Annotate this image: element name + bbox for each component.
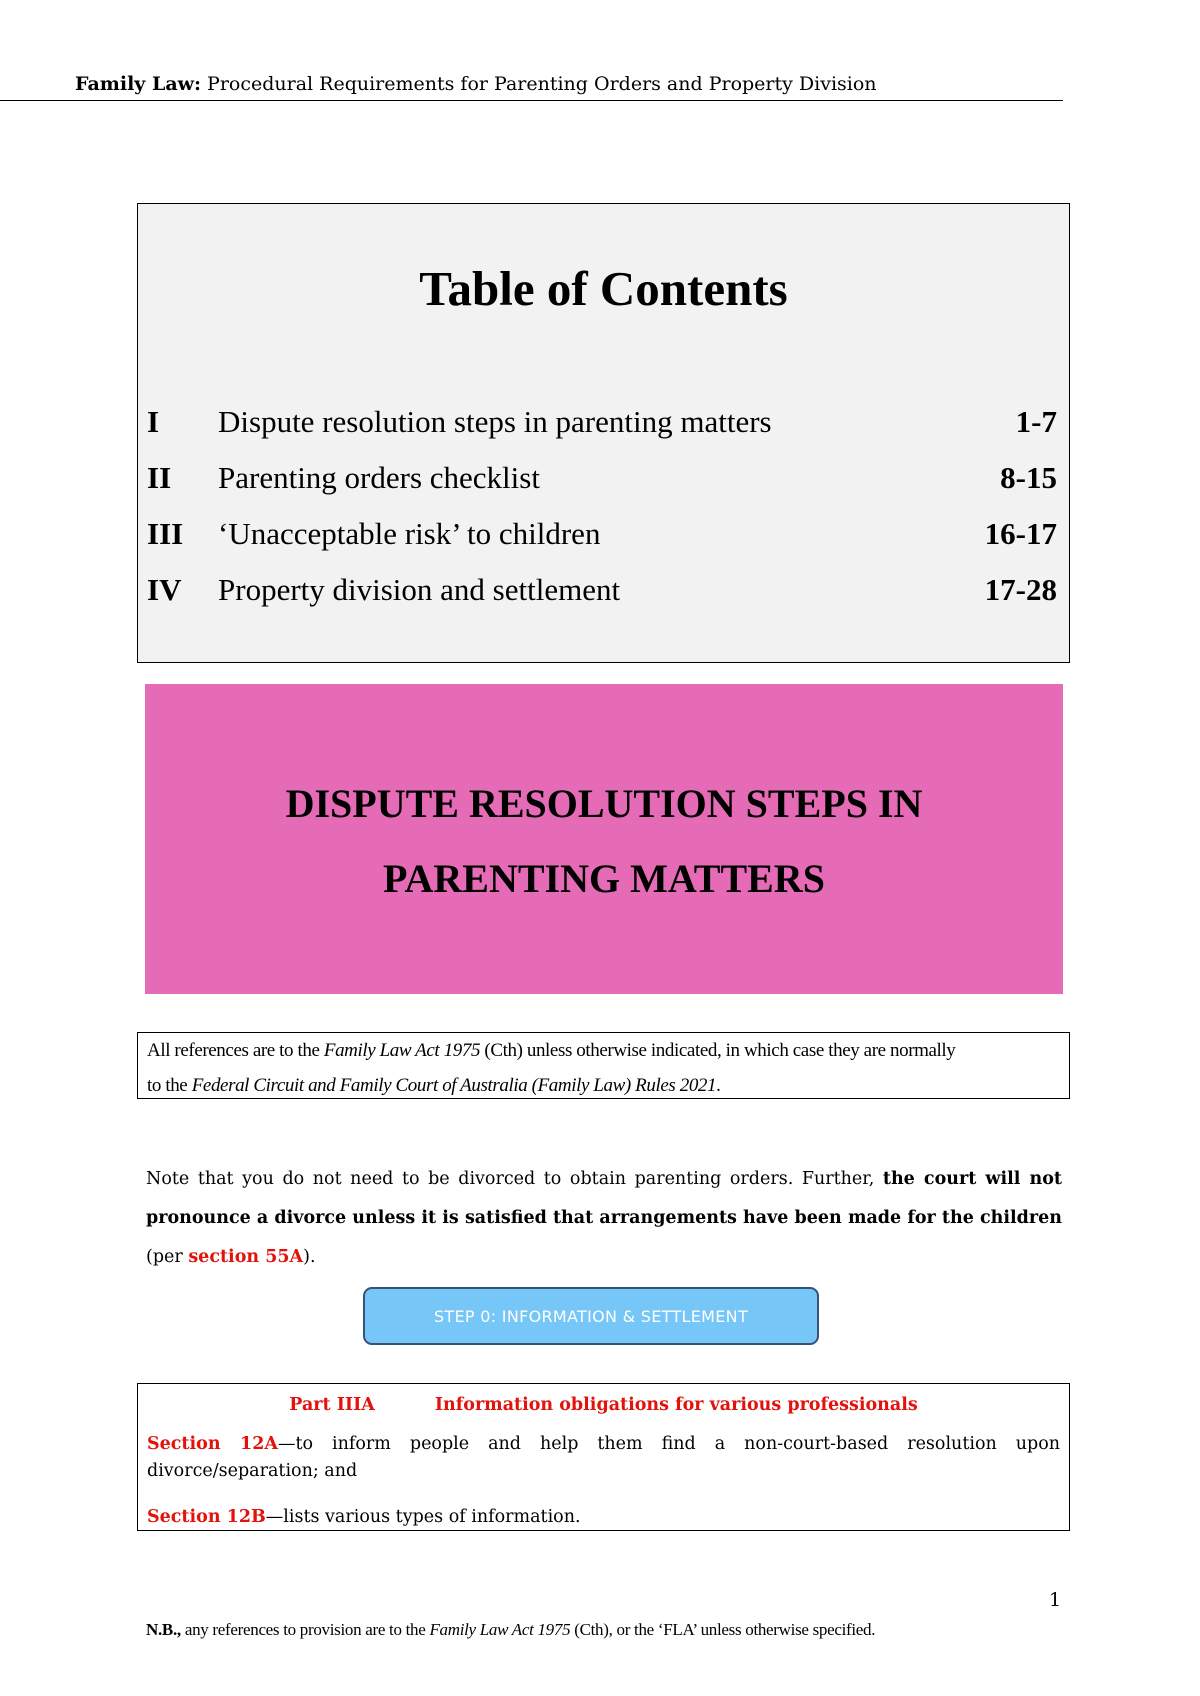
references-text: . [716, 1075, 721, 1096]
part-iiia-box [137, 1383, 1070, 1531]
toc-entry-number: III [147, 516, 184, 551]
toc-entry-pages: 1-7 [1015, 404, 1057, 439]
header-title: Procedural Requirements for Parenting Orders and Property Division [201, 73, 877, 95]
references-line-1 [147, 1033, 1061, 1068]
footnote-act-title: Family Law Act 1975 [429, 1620, 571, 1639]
banner-title-line-2: PARENTING MATTERS [383, 856, 825, 901]
references-text: All references are to the [147, 1040, 324, 1061]
section-12a-text: —to inform people and help them find a non-court-based resolution upon [278, 1434, 1061, 1454]
part-number: Part IIIA [289, 1395, 375, 1415]
toc-entry-label: Dispute resolution steps in parenting matters [218, 404, 772, 439]
act-title: Family Law Act 1975 [323, 1040, 481, 1061]
toc-entry-number: IV [147, 572, 182, 607]
section-reference: section 55A [188, 1247, 304, 1267]
toc-entry-number: II [147, 460, 172, 495]
toc-entry[interactable] [147, 458, 1057, 498]
banner-title-line-1: DISPUTE RESOLUTION STEPS IN [285, 781, 923, 826]
toc-title: Table of Contents [419, 261, 788, 316]
footnote-nb: N.B., [146, 1620, 181, 1639]
note-text: ). [303, 1247, 316, 1267]
note-text: Note that you do not need to be divorced to obtain parenting orders. Further, [146, 1169, 883, 1189]
toc-entry-label: ‘Unacceptable risk’ to children [218, 516, 601, 551]
note-text: (per [146, 1247, 189, 1267]
part-title: Information obligations for various professionals [434, 1395, 918, 1415]
references-note-box [137, 1032, 1070, 1099]
section-12b-label: Section 12B [147, 1507, 266, 1527]
header-divider [0, 100, 1063, 101]
toc-entry[interactable] [147, 402, 1057, 442]
toc-entry-pages: 8-15 [1000, 460, 1057, 495]
table-of-contents [137, 203, 1070, 663]
section-12b-line [147, 1504, 581, 1531]
section-banner [145, 684, 1063, 994]
toc-entry[interactable] [147, 514, 1057, 554]
divorce-note-paragraph [146, 1160, 1062, 1277]
section-12a-line-2: divorce/separation; and [147, 1461, 358, 1481]
toc-entry[interactable] [147, 570, 1057, 610]
toc-entry-label: Property division and settlement [218, 572, 621, 607]
toc-entry-pages: 16-17 [984, 516, 1057, 551]
step-0-button[interactable]: STEP 0: INFORMATION & SETTLEMENT [363, 1287, 819, 1345]
footnote [146, 1620, 875, 1640]
section-12a-label: Section 12A [147, 1434, 278, 1454]
references-text: to the [147, 1075, 192, 1096]
section-12b-text: —lists various types of information. [265, 1507, 581, 1527]
page-number: 1 [1049, 1589, 1062, 1611]
running-header [75, 73, 877, 95]
toc-entry-label: Parenting orders checklist [218, 460, 540, 495]
footnote-text: any references to provision are to the [180, 1620, 430, 1639]
part-heading [138, 1395, 1069, 1415]
references-text: (Cth) unless otherwise indicated, in which case they are normally [480, 1040, 956, 1061]
rules-title: Federal Circuit and Family Court of Australia (Family Law) Rules 2021 [191, 1075, 717, 1096]
note-emphasis: the court will not pronounce a divorce unless it is satisfied that arrangements have been made for the children [146, 1169, 1062, 1228]
references-line-2 [147, 1068, 1061, 1103]
header-bold: Family Law: [75, 73, 201, 95]
toc-entry-pages: 17-28 [984, 572, 1057, 607]
section-12a-line-1 [147, 1431, 1060, 1458]
toc-entry-number: I [147, 404, 160, 439]
footnote-text: (Cth), or the ‘FLA’ unless otherwise specified. [570, 1620, 876, 1639]
